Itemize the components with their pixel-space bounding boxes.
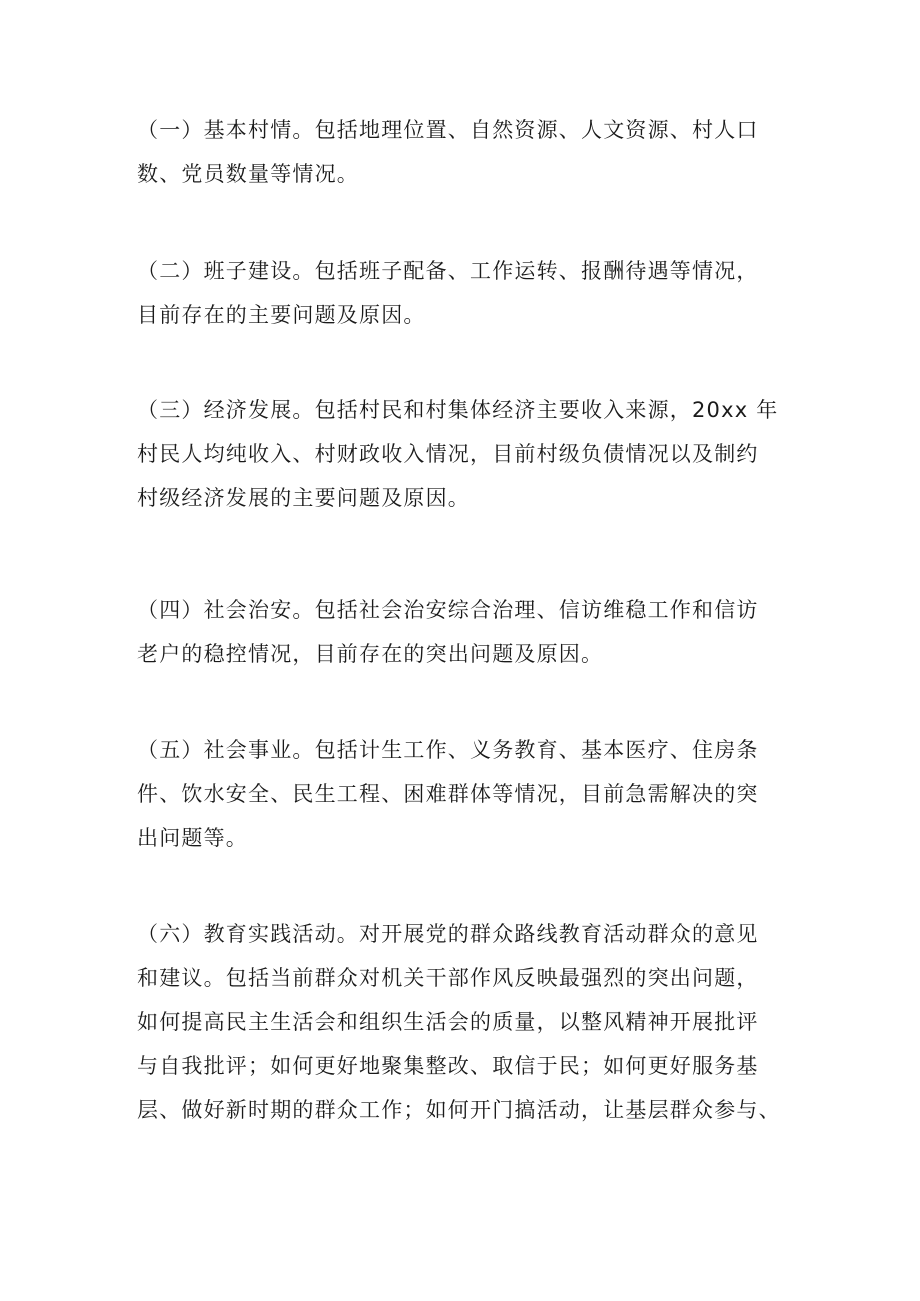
paragraph-education-practice	[137, 912, 797, 1132]
paragraph-line: 如何提高民主生活会和组织生活会的质量，以整风精神开展批评	[137, 1010, 759, 1034]
paragraph-line: 村民人均纯收入、村财政收入情况，目前村级负债情况以及制约	[137, 442, 759, 466]
paragraph-economic-development	[137, 388, 797, 520]
paragraph-social-undertakings	[137, 728, 797, 860]
paragraph-public-security	[137, 588, 797, 676]
paragraph-line: 与自我批评；如何更好地聚集整改、取信于民；如何更好服务基	[137, 1054, 759, 1078]
paragraph-line: 老户的稳控情况，目前存在的突出问题及原因。	[137, 642, 604, 666]
paragraph-team-building	[137, 249, 797, 337]
paragraph-line: 出问题等。	[137, 826, 248, 850]
paragraph-line: 数、党员数量等情况。	[137, 162, 359, 186]
paragraph-line: （五）社会事业。包括计生工作、义务教育、基本医疗、住房条	[137, 738, 759, 762]
paragraph-line: 村级经济发展的主要问题及原因。	[137, 486, 470, 510]
paragraph-line: （二）班子建设。包括班子配备、工作运转、报酬待遇等情况，	[137, 259, 759, 283]
paragraph-line: （六）教育实践活动。对开展党的群众路线教育活动群众的意见	[137, 922, 759, 946]
paragraph-line: （一）基本村情。包括地理位置、自然资源、人文资源、村人口	[137, 118, 759, 142]
paragraph-line: 和建议。包括当前群众对机关干部作风反映最强烈的突出问题，	[137, 966, 759, 990]
paragraph-line: 目前存在的主要问题及原因。	[137, 303, 426, 327]
paragraph-basic-village-info	[137, 108, 797, 196]
paragraph-line: （四）社会治安。包括社会治安综合治理、信访维稳工作和信访	[137, 598, 759, 622]
paragraph-line: 层、做好新时期的群众工作；如何开门搞活动，让基层群众参与、	[137, 1098, 781, 1122]
paragraph-line: 件、饮水安全、民生工程、困难群体等情况，目前急需解决的突	[137, 782, 759, 806]
paragraph-line: （三）经济发展。包括村民和村集体经济主要收入来源，20xx 年	[137, 398, 779, 422]
